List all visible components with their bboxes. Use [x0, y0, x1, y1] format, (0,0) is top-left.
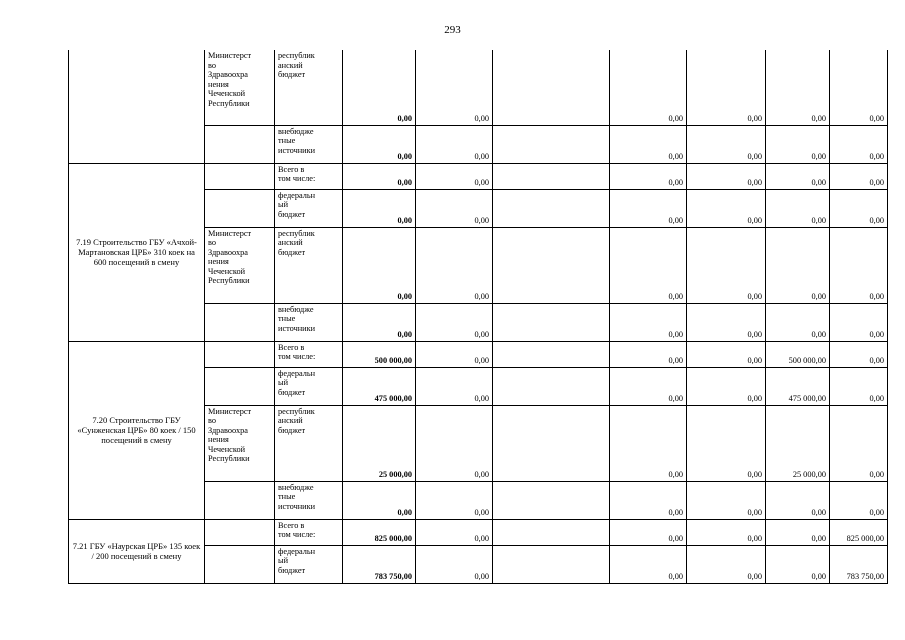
funding-source-cell: республик анский бюджет: [275, 405, 343, 481]
value-cell: 0,00: [610, 367, 687, 405]
value-cell: 0,00: [416, 303, 493, 341]
value-cell: 0,00: [830, 50, 888, 125]
value-cell: [493, 227, 610, 303]
funding-source-cell: внебюдже тные источники: [275, 303, 343, 341]
organization-cell: [205, 367, 275, 405]
value-cell: 0,00: [416, 163, 493, 189]
value-cell: 0,00: [610, 405, 687, 481]
value-cell: [493, 189, 610, 227]
funding-source-cell: федеральн ый бюджет: [275, 545, 343, 583]
item-name-cell: [69, 50, 205, 163]
organization-cell: Министерст во Здравоохра нения Чеченской Республики: [205, 405, 275, 481]
budget-table: [68, 50, 888, 584]
item-name-cell: 7.20 Строительство ГБУ «Сунженская ЦРБ» 80 коек / 150 посещений в смену: [69, 341, 205, 519]
value-cell: 825 000,00: [343, 519, 416, 545]
organization-cell: Министерст во Здравоохра нения Чеченской Республики: [205, 227, 275, 303]
value-cell: 0,00: [610, 227, 687, 303]
value-cell: 0,00: [610, 125, 687, 163]
value-cell: 0,00: [830, 367, 888, 405]
value-cell: 783 750,00: [830, 545, 888, 583]
value-cell: [493, 481, 610, 519]
value-cell: 0,00: [766, 481, 830, 519]
value-cell: 0,00: [416, 341, 493, 367]
organization-cell: [205, 125, 275, 163]
value-cell: 0,00: [687, 405, 766, 481]
value-cell: 0,00: [830, 163, 888, 189]
value-cell: 0,00: [343, 125, 416, 163]
value-cell: 0,00: [610, 519, 687, 545]
value-cell: 0,00: [766, 519, 830, 545]
value-cell: 0,00: [610, 50, 687, 125]
value-cell: 0,00: [687, 481, 766, 519]
value-cell: 0,00: [687, 545, 766, 583]
value-cell: 0,00: [766, 303, 830, 341]
value-cell: 0,00: [830, 125, 888, 163]
value-cell: 0,00: [416, 189, 493, 227]
value-cell: 0,00: [416, 50, 493, 125]
organization-cell: [205, 545, 275, 583]
value-cell: 500 000,00: [343, 341, 416, 367]
funding-source-cell: Всего в том числе:: [275, 519, 343, 545]
value-cell: 0,00: [343, 481, 416, 519]
value-cell: 0,00: [830, 303, 888, 341]
value-cell: 0,00: [610, 189, 687, 227]
organization-cell: [205, 341, 275, 367]
value-cell: [493, 545, 610, 583]
value-cell: [493, 163, 610, 189]
value-cell: 0,00: [343, 189, 416, 227]
value-cell: 0,00: [830, 405, 888, 481]
value-cell: 0,00: [687, 519, 766, 545]
organization-cell: Министерст во Здравоохра нения Чеченской Республики: [205, 50, 275, 125]
value-cell: 0,00: [830, 189, 888, 227]
value-cell: 475 000,00: [343, 367, 416, 405]
value-cell: 0,00: [766, 125, 830, 163]
value-cell: 0,00: [416, 125, 493, 163]
value-cell: 0,00: [610, 545, 687, 583]
funding-source-cell: Всего в том числе:: [275, 341, 343, 367]
funding-source-cell: Всего в том числе:: [275, 163, 343, 189]
value-cell: [493, 50, 610, 125]
organization-cell: [205, 163, 275, 189]
value-cell: 25 000,00: [343, 405, 416, 481]
value-cell: 0,00: [687, 341, 766, 367]
value-cell: 500 000,00: [766, 341, 830, 367]
item-name-cell: 7.19 Строительство ГБУ «Ачхой-Мартановская ЦРБ» 310 коек на 600 посещений в смену: [69, 163, 205, 341]
value-cell: 0,00: [610, 163, 687, 189]
table-row: [69, 341, 888, 367]
funding-source-cell: федеральн ый бюджет: [275, 367, 343, 405]
value-cell: 0,00: [830, 227, 888, 303]
organization-cell: [205, 303, 275, 341]
value-cell: 0,00: [416, 227, 493, 303]
value-cell: 0,00: [766, 227, 830, 303]
value-cell: [493, 341, 610, 367]
value-cell: [493, 519, 610, 545]
organization-cell: [205, 189, 275, 227]
value-cell: 0,00: [766, 163, 830, 189]
funding-source-cell: федеральн ый бюджет: [275, 189, 343, 227]
value-cell: 0,00: [610, 341, 687, 367]
value-cell: [493, 303, 610, 341]
page-number: 293: [444, 24, 461, 36]
value-cell: 0,00: [766, 50, 830, 125]
value-cell: 0,00: [766, 189, 830, 227]
value-cell: 783 750,00: [343, 545, 416, 583]
value-cell: 0,00: [687, 50, 766, 125]
value-cell: 25 000,00: [766, 405, 830, 481]
value-cell: 0,00: [687, 189, 766, 227]
value-cell: [493, 405, 610, 481]
value-cell: 0,00: [416, 545, 493, 583]
value-cell: 0,00: [830, 341, 888, 367]
value-cell: 0,00: [416, 367, 493, 405]
value-cell: 0,00: [416, 481, 493, 519]
funding-source-cell: республик анский бюджет: [275, 50, 343, 125]
value-cell: 0,00: [766, 545, 830, 583]
value-cell: 825 000,00: [830, 519, 888, 545]
item-name-cell: 7.21 ГБУ «Наурская ЦРБ» 135 коек / 200 посещений в смену: [69, 519, 205, 583]
value-cell: 0,00: [610, 481, 687, 519]
value-cell: 0,00: [687, 125, 766, 163]
value-cell: 0,00: [343, 50, 416, 125]
funding-source-cell: внебюдже тные источники: [275, 481, 343, 519]
value-cell: 0,00: [687, 367, 766, 405]
organization-cell: [205, 481, 275, 519]
value-cell: 0,00: [343, 227, 416, 303]
value-cell: 0,00: [830, 481, 888, 519]
table-row: [69, 519, 888, 545]
funding-source-cell: внебюдже тные источники: [275, 125, 343, 163]
value-cell: [493, 125, 610, 163]
value-cell: [493, 367, 610, 405]
value-cell: 475 000,00: [766, 367, 830, 405]
value-cell: 0,00: [416, 519, 493, 545]
value-cell: 0,00: [687, 303, 766, 341]
funding-source-cell: республик анский бюджет: [275, 227, 343, 303]
value-cell: 0,00: [687, 163, 766, 189]
value-cell: 0,00: [343, 303, 416, 341]
value-cell: 0,00: [343, 163, 416, 189]
table-row: [69, 163, 888, 189]
organization-cell: [205, 519, 275, 545]
value-cell: 0,00: [610, 303, 687, 341]
table-row: [69, 50, 888, 125]
value-cell: 0,00: [687, 227, 766, 303]
value-cell: 0,00: [416, 405, 493, 481]
